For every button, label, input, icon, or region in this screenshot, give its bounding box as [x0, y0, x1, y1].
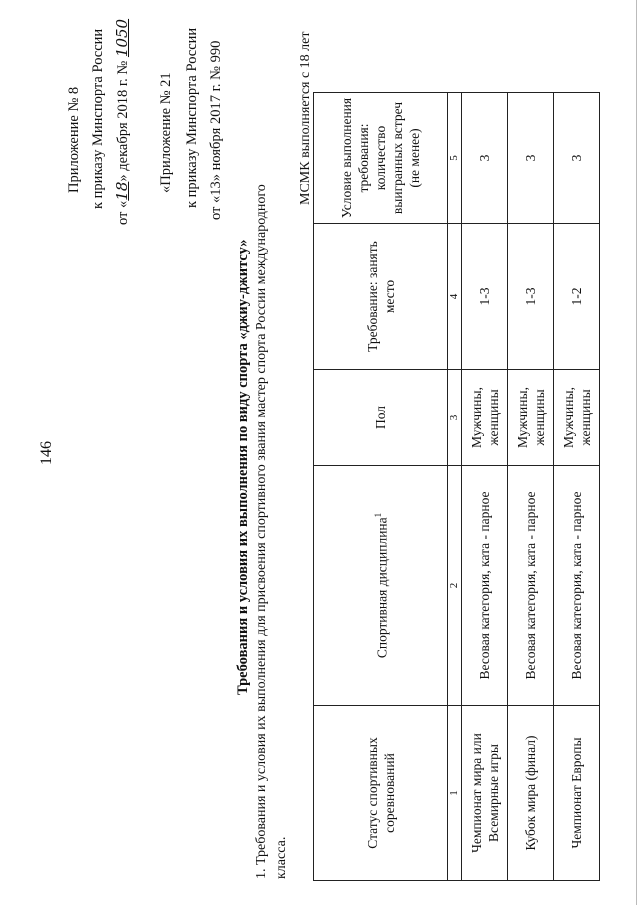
column-number: 1: [448, 706, 462, 881]
appendix-date-line: [112, 19, 133, 225]
cell-status: Чемпионат Европы: [554, 706, 600, 881]
cell-discipline: Весовая категория, ката - парное: [554, 466, 600, 706]
column-number: 4: [448, 224, 462, 370]
old-appendix-order-line: к приказу Минспорта России: [184, 27, 200, 208]
cell-status: Кубок мира (финал): [508, 706, 554, 881]
header-wins: Условие выполнения требования: количество выигранных встреч (не менее): [314, 93, 448, 224]
table-row: [508, 93, 554, 881]
header-gender: Пол: [314, 370, 448, 466]
header-discipline: [314, 466, 448, 706]
cell-wins: 3: [508, 93, 554, 224]
table-row: [554, 93, 600, 881]
cell-gender: Мужчины, женщины: [462, 370, 508, 466]
appendix-order-line: к приказу Минспорта России: [90, 28, 106, 209]
column-number-row: [448, 93, 462, 881]
old-appendix-title: «Приложение № 21: [158, 72, 174, 193]
scan-margin-line: [636, 0, 637, 905]
table-header-row: [314, 93, 448, 881]
column-number: 3: [448, 370, 462, 466]
cell-discipline: Весовая категория, ката - парное: [508, 466, 554, 706]
cell-wins: 3: [462, 93, 508, 224]
footnote-marker: 1: [373, 512, 384, 518]
age-requirement-note: МСМК выполняется с 18 лет: [298, 31, 313, 205]
cell-status: Чемпионат мира или Всемирные игры: [462, 706, 508, 881]
old-appendix-date-line: от «13» ноября 2017 г. № 990: [208, 40, 224, 220]
header-place: Требование: занять место: [314, 224, 448, 370]
date-prefix: от «: [115, 200, 131, 225]
header-discipline-label: Спортивная дисциплина: [374, 517, 390, 659]
date-middle: » декабря 2018 г. №: [115, 60, 131, 182]
cell-place: 1-3: [508, 224, 554, 370]
cell-place: 1-3: [462, 224, 508, 370]
intro-paragraph-line-1: 1. Требования и условия их выполнения для присвоения спортивного звания мастер спорта России международного: [254, 184, 269, 879]
document-title: Требования и условия их выполнения по виду спорта «джиу-джитсу»: [235, 239, 251, 695]
handwritten-number: 1050: [113, 18, 131, 58]
handwritten-day: 18: [113, 181, 131, 201]
requirements-table: [313, 92, 600, 881]
appendix-title: Приложение № 8: [66, 86, 82, 193]
cell-discipline: Весовая категория, ката - парное: [462, 466, 508, 706]
cell-place: 1-2: [554, 224, 600, 370]
cell-gender: Мужчины, женщины: [554, 370, 600, 466]
intro-paragraph-line-2: класса.: [274, 836, 289, 879]
column-number: 5: [448, 93, 462, 224]
cell-wins: 3: [554, 93, 600, 224]
page-number: 146: [38, 441, 55, 465]
cell-gender: Мужчины, женщины: [508, 370, 554, 466]
table-row: [462, 93, 508, 881]
column-number: 2: [448, 466, 462, 706]
header-status: Статус спортивных соревнований: [314, 706, 448, 881]
